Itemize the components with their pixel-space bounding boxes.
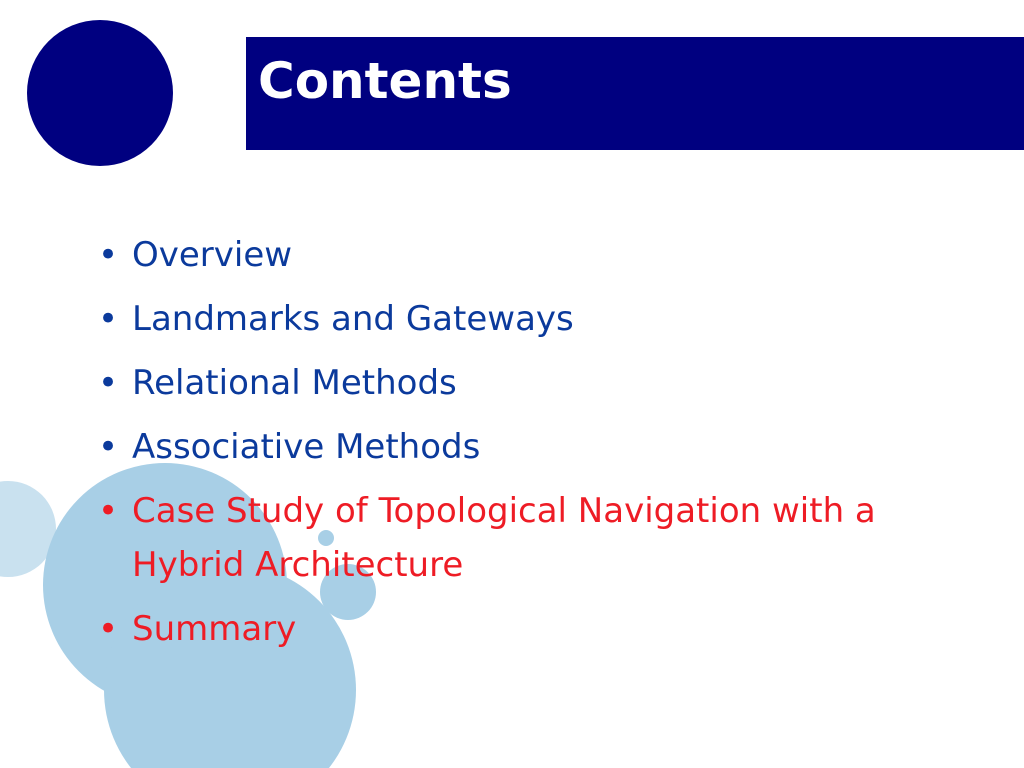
list-item <box>98 228 978 282</box>
contents-list <box>98 228 978 666</box>
slide-title: Contents <box>258 52 512 110</box>
bullet-icon: • <box>98 363 119 403</box>
navy-circle <box>27 20 173 166</box>
list-item-label: Associative Methods <box>132 427 481 467</box>
list-item <box>98 602 978 656</box>
bullet-icon: • <box>98 491 119 531</box>
list-item-label: Landmarks and Gateways <box>132 299 574 339</box>
list-item-label: Relational Methods <box>132 363 457 403</box>
list-item <box>98 292 978 346</box>
bullet-icon: • <box>98 609 119 649</box>
bullet-icon: • <box>98 235 119 275</box>
bullet-icon: • <box>98 299 119 339</box>
list-item <box>98 420 978 474</box>
title-bar <box>246 37 1024 150</box>
list-item <box>98 356 978 410</box>
list-item-label: Case Study of Topological Navigation with a Hybrid Architecture <box>132 491 876 585</box>
list-item <box>98 484 978 592</box>
bullet-icon: • <box>98 427 119 467</box>
list-item-label: Summary <box>132 609 297 649</box>
list-item-label: Overview <box>132 235 293 275</box>
